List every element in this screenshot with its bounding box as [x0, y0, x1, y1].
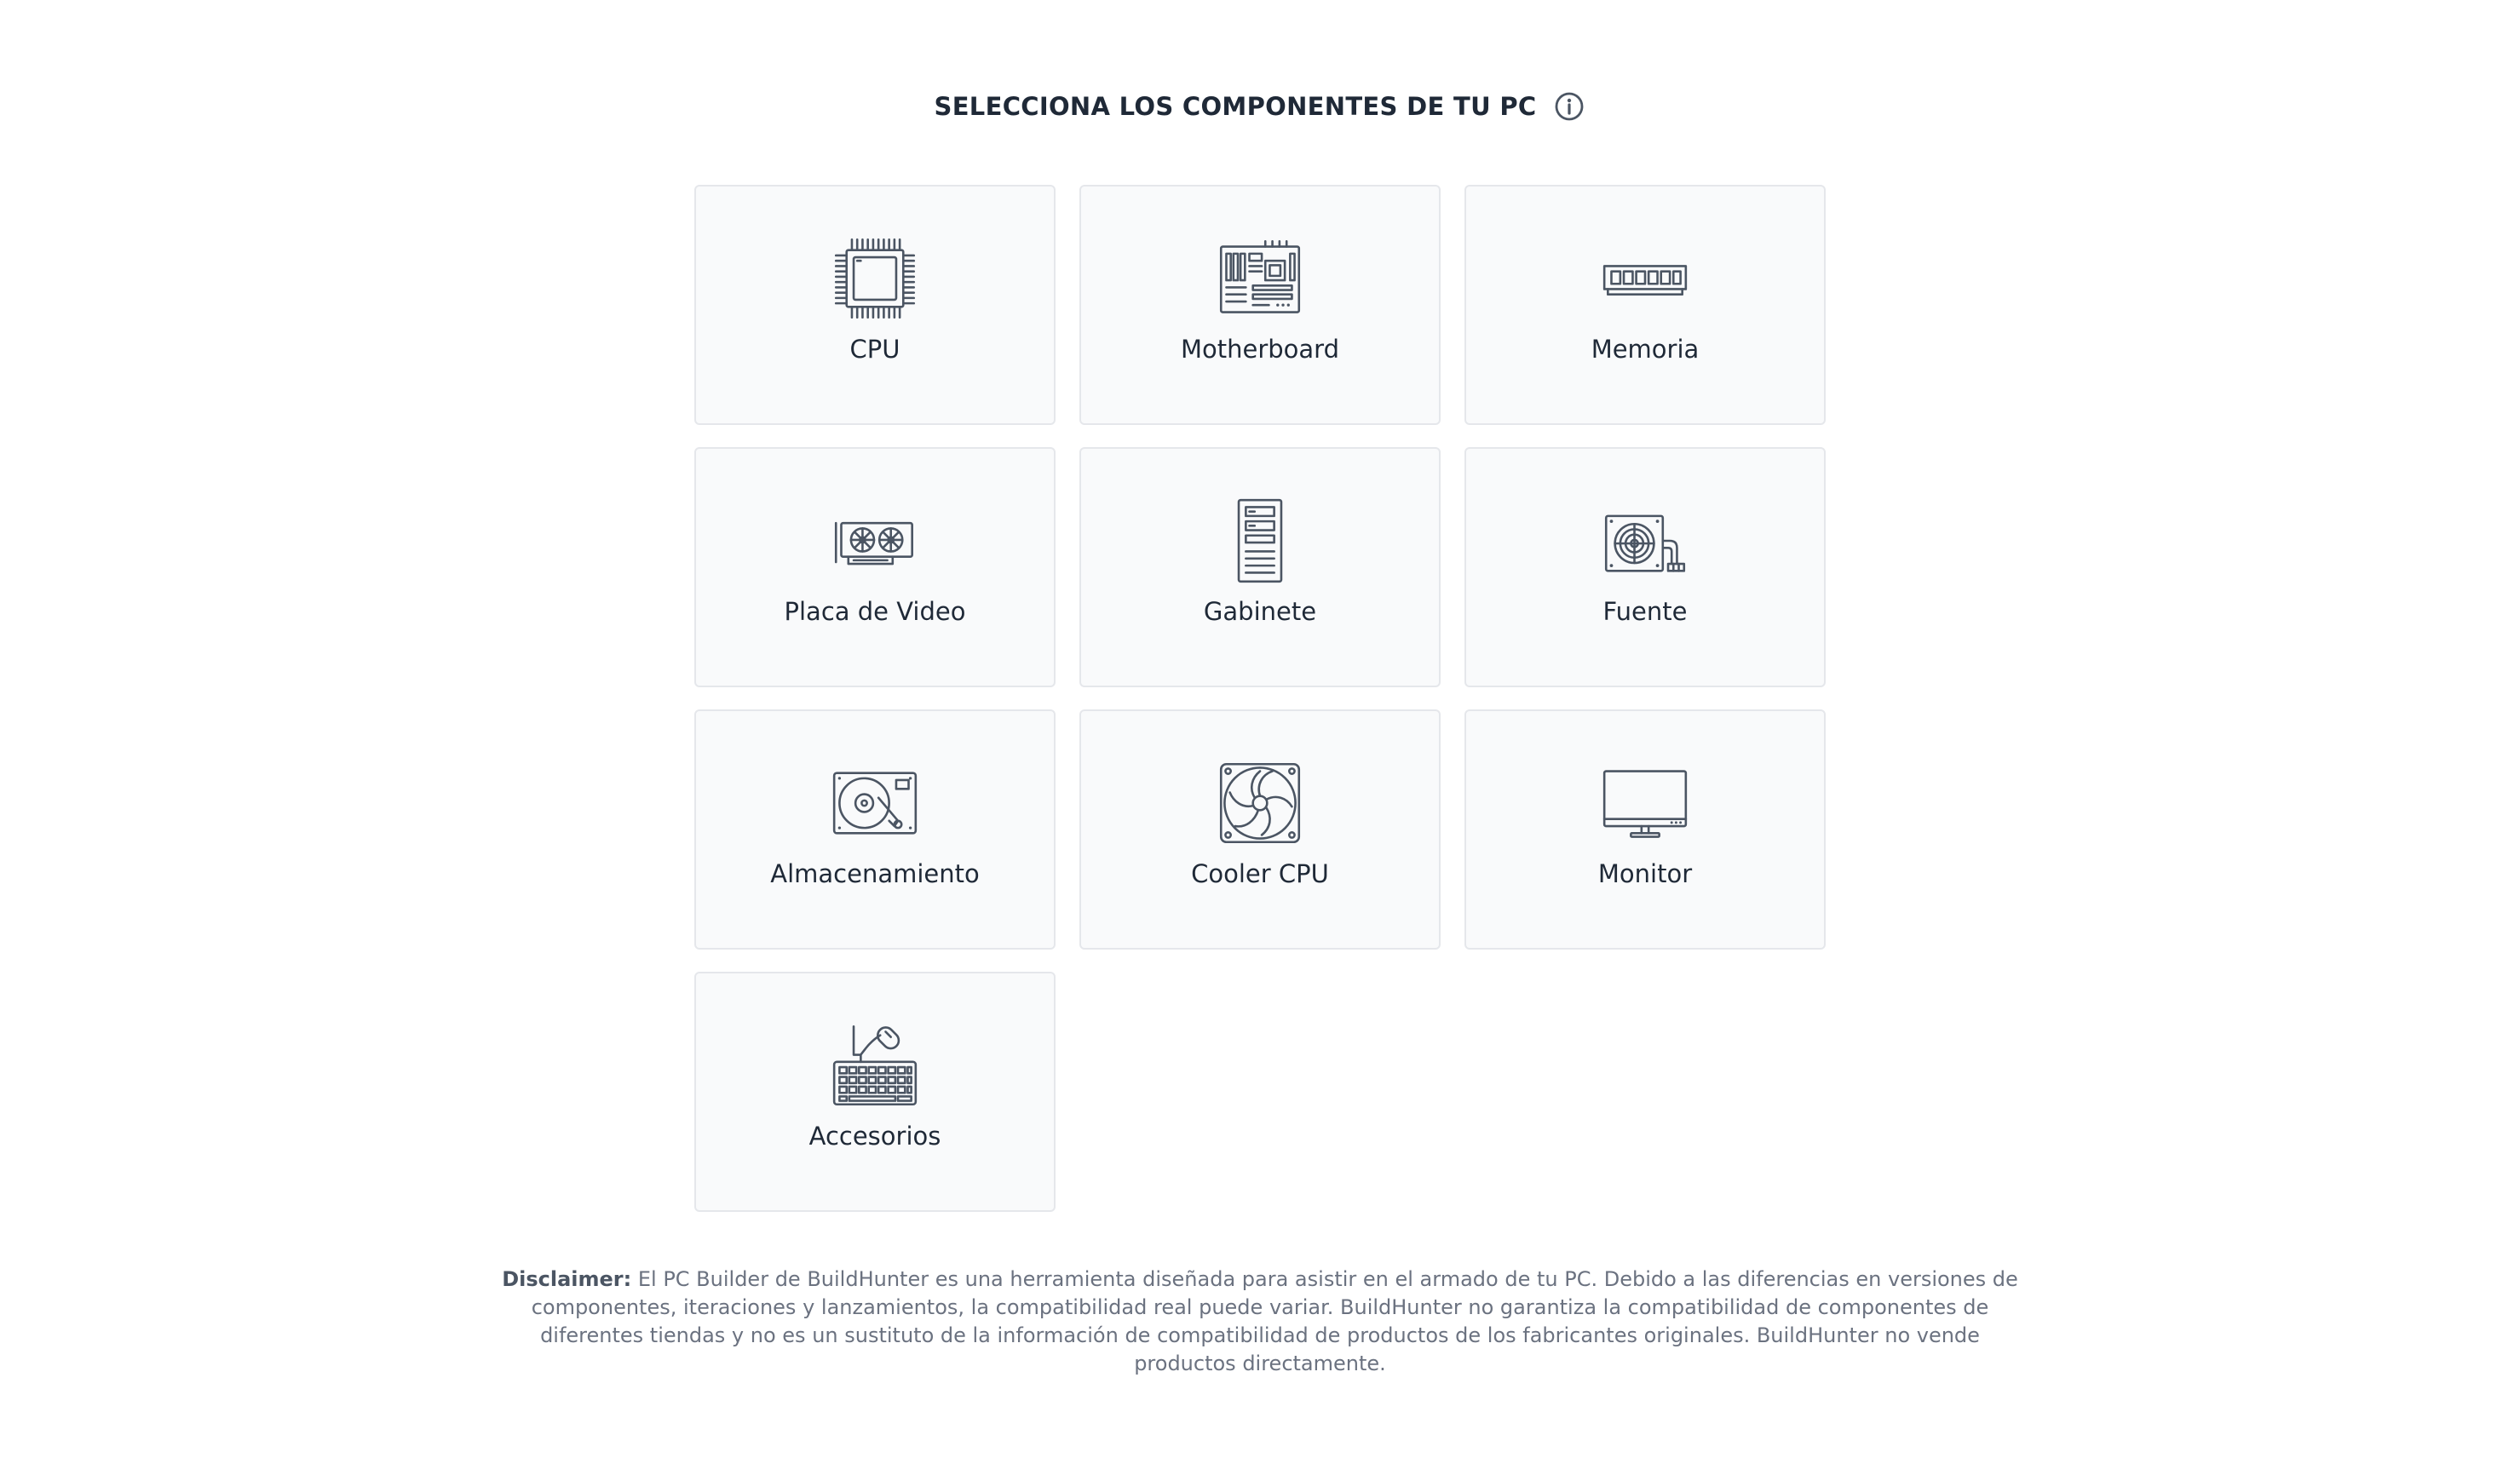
- page-title: SELECCIONA LOS COMPONENTES DE TU PC: [934, 92, 1537, 121]
- component-card-fuente[interactable]: [1464, 447, 1826, 687]
- monitor-icon: [1601, 759, 1689, 847]
- info-icon[interactable]: [1553, 90, 1585, 123]
- component-card-cpu[interactable]: [694, 185, 1056, 425]
- component-label: Gabinete: [1203, 597, 1317, 626]
- keyboard-mouse-icon: [831, 1021, 919, 1110]
- cpu-icon: [831, 234, 919, 323]
- case-icon: [1216, 497, 1304, 585]
- power-supply-icon: [1601, 497, 1689, 585]
- component-card-placa-de-video[interactable]: [694, 447, 1056, 687]
- fan-icon: [1216, 759, 1304, 847]
- component-label: Cooler CPU: [1191, 859, 1329, 888]
- component-card-motherboard[interactable]: [1079, 185, 1441, 425]
- component-card-monitor[interactable]: [1464, 709, 1826, 950]
- component-label: Memoria: [1591, 335, 1700, 364]
- component-card-memoria[interactable]: [1464, 185, 1826, 425]
- hard-drive-icon: [831, 759, 919, 847]
- component-card-gabinete[interactable]: [1079, 447, 1441, 687]
- component-card-cooler-cpu[interactable]: [1079, 709, 1441, 950]
- gpu-icon: [831, 497, 919, 585]
- component-label: Almacenamiento: [770, 859, 980, 888]
- component-label: Monitor: [1597, 859, 1693, 888]
- component-card-almacenamiento[interactable]: [694, 709, 1056, 950]
- page-header: [0, 83, 2520, 129]
- disclaimer-text: El PC Builder de BuildHunter es una herramienta diseñada para asistir en el armado de tu PC. Debido a las diferencias en versiones de componentes, iteraciones y lanzamientos, la compatibilidad real puede variar. BuildHunter no garantiza la compatibilidad de componentes de diferentes tiendas y no es un sustituto de la información de compatibilidad de productos de los fabricantes originales. BuildHunter no vende productos directamente.: [531, 1267, 2018, 1375]
- components-grid: [694, 185, 1826, 1212]
- motherboard-icon: [1216, 234, 1304, 323]
- component-label: CPU: [849, 335, 900, 364]
- disclaimer-label: Disclaimer:: [502, 1267, 632, 1291]
- component-card-accesorios[interactable]: [694, 972, 1056, 1212]
- component-label: Accesorios: [808, 1122, 941, 1151]
- disclaimer: [493, 1266, 2027, 1378]
- memory-icon: [1601, 234, 1689, 323]
- component-label: Fuente: [1602, 597, 1688, 626]
- component-label: Placa de Video: [784, 597, 966, 626]
- component-label: Motherboard: [1180, 335, 1340, 364]
